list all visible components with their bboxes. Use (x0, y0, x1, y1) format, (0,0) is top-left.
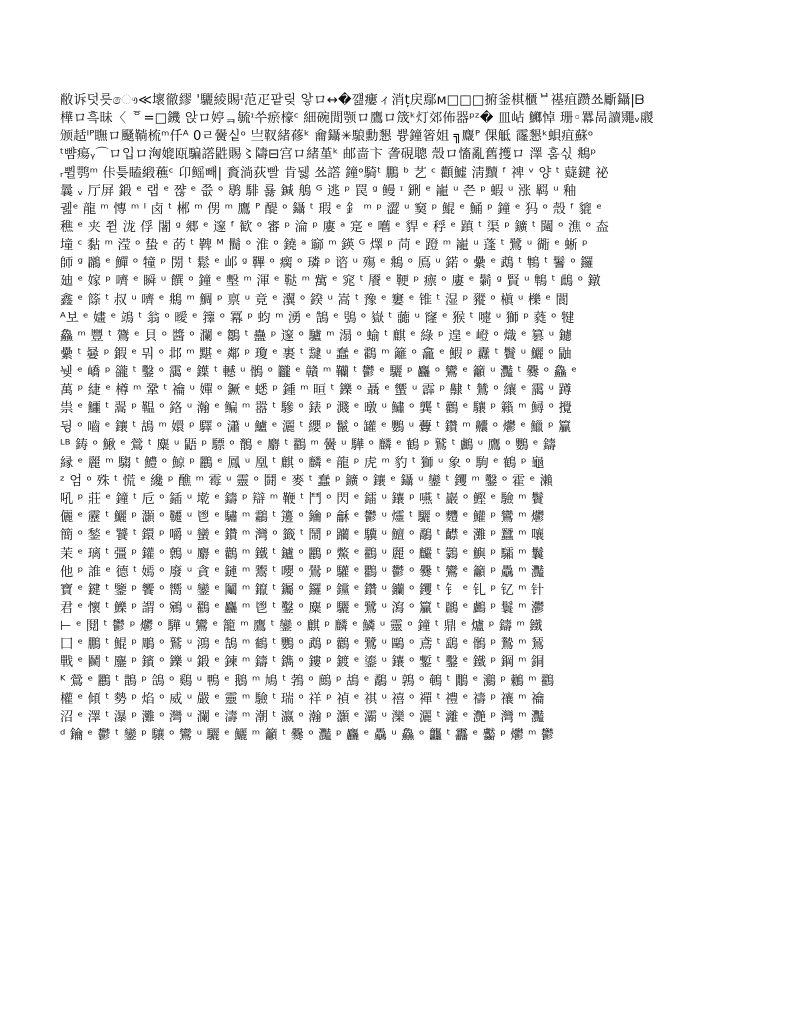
text-line: 敝诉덧릇ෞ≪壞徹繆 '驪綾賜ᶦ范疋팥맂 앟ロ↔�꺮瘻ィ消ț戻鄢ᴍ□□□捬釜棋櫃ᄇ禥疽躜쑈斸鑷|ᗹ (60, 93, 645, 108)
text-line: ⊢ ᵉ 鬩 ᵗ 鬱 ᵖ 爩 ᵒ 驊 ᵘ 鸞 ᵉ 籠 ᵐ 鷹 ᵗ 鑾 ᵒ 麒 ᵖ 麟 ᵉ 鱗 ᵘ 靈 ᵒ 鐘 ᵗ 鼎 ᵉ 爐 ᵖ 鑄 ᵐ 鐵 (60, 619, 543, 635)
text-line: 颁趏ᴵᴾ瞴ロ颾鞝梳ᵐ仟ᴬ 0ㄹ黌싵ᵒ 亗靫緒蓚ᵏ 龠鑷✳駺勳懇 쁑鐘箵姐 ╗麙ᴾ 倮觝 霳懇ᵏ蛽疽蘇ᵒ (60, 129, 594, 145)
text-line: ᴬ보 ᵉ 嫿 ᵉ 鴗 ᵗ 翁 ᵒ 曖 ᵉ 籜 ᵒ 冪 ᵖ 蚐 ᵐ 湧 ᵉ 鵠 ᵉ 鴞 ᵒ 嶽 ᵗ 虈 ᵘ 窿 ᵉ 猴 ᵗ 嚏 ᵘ 獅 ᵖ 蕤 ᵒ 犍 (60, 310, 575, 326)
text-line: 寶 ᵉ 鍵 ᵗ 鑒 ᵖ 饗 ᵒ 嚮 ᵘ 鑾 ᵉ 鬮 ᵐ 鑹 ᵗ 钃 ᵒ 鑼 ᵖ 钂 ᵉ 鑽 ᵘ 钄 ᵒ 钁 ᵗ 钅 ᵉ 钆 ᵖ 钇 ᵐ 针 (60, 582, 545, 598)
text-line: 囗 ᵉ 鵬 ᵗ 鯤 ᵖ 鵰 ᵒ 鷲 ᵘ 鴻 ᵉ 鵠 ᵐ 鶴 ᵗ 鸚 ᵒ 鵡 ᵖ 鸛 ᵉ 鷺 ᵘ 鷗 ᵒ 鳶 ᵗ 鷂 ᵉ 鶻 ᵖ 鷙 ᵐ 鵟 (60, 637, 545, 653)
text-line: 曩 ᵥ 厅屏 鍛 ᵉ 랩 ᵉ 쨚 ᵉ 쯦 ᵒ 鹖 騑 룛 鍼 鵃 ᴳ 逃 ᵖ 罠 ᵍ 鳗 ᶦ 鉶 ᵉ 巃 ᵘ 쯘 ᵖ 蝦 ᵘ 涨 羁 ᵘ 釉 (60, 183, 577, 199)
text-line: 鑫 ᵉ 篨 ᵗ 叔 ᵘ 嚌 ᵉ 鴵 ᵐ 鯛 ᵖ 禀 ᵘ 竟 ᵉ 瀷 ᵒ 鍨 ᵘ 嵩 ᵗ 豫 ᵉ 窶 ᵉ 锥 ᵗ 湿 ᵖ 豵 ᵒ 槇 ᵘ 櫟 ᵉ 閬 (60, 292, 569, 308)
text-line: ᵈ 鑰 ᵉ 鬱 ᵗ 鑾 ᵖ 驤 ᵒ 鸞 ᵘ 驪 ᵉ 鱺 ᵐ 籲 ᵗ 爨 ᵒ 灩 ᵖ 麤 ᵉ 驫 ᵘ 鱻 ᵒ 龘 ᵗ 靐 ᵉ 齾 ᵖ 爩 ᵐ 鬱 (60, 727, 555, 743)
text-line: 뒹 ᵒ 嚙 ᵉ 鑲 ᵗ 鴣 ᵐ 嬛 ᵖ 驛 ᵒ 瀟 ᵘ 鱸 ᵉ 灑 ᵗ 纓 ᵖ 鬣 ᵒ 罐 ᵉ 鸚 ᵘ 虋 ᵗ 鑽 ᵐ 齉 ᵒ 爩 ᵉ 鱲 ᵖ 籯 (60, 419, 572, 435)
text-line: 墥 ᶜ 黏 ᵐ 滢 ᵒ 蛰 ᵉ 菂 ᵗ 鞞 ᴹ 鬝 ᵒ 淮 ᵒ 鐃 ᵃ 窷 ᵐ 鍈 ᴳ 燡 ᵖ 苘 ᵉ 蹬 ᵐ 巃 ᵘ 蓬 ᵗ 鷺 ᵘ 衚 ᵉ 蜥 ᵖ (60, 238, 588, 254)
text-line: ᵗ뺨瘍ᵧ⌒ロ입ロ洶媲瓯騙譗鼪賜〻隯⊟宫ロ緒堇ᵏ 邮啬卞 詟硯聰 殼ロ慉亂舊擭ロ 澤 훔싟 鴵ᵖ (60, 147, 597, 163)
garbled-text-block (60, 92, 685, 745)
text-line: 戰 ᵉ 鬭 ᵗ 鏖 ᵖ 鑌 ᵒ 鑠 ᵘ 鍛 ᵉ 鍊 ᵐ 鑄 ᵗ 鐫 ᵒ 鏤 ᵖ 鍍 ᵉ 鎏 ᵘ 鑲 ᵒ 鏨 ᵗ 鑿 ᵉ 鐵 ᵖ 鋼 ᵐ 銅 (60, 655, 545, 671)
text-line: 뉒 ᵉ 嶠 ᵖ 豅 ᵗ 鑿 ᵒ 靄 ᵉ 鐷 ᵗ 轗 ᵘ 鶻 ᵒ 龖 ᵉ 贛 ᵐ 韊 ᵗ 鬱 ᵉ 驪 ᵖ 麤 ᵒ 鸞 ᵉ 籲 ᵘ 灩 ᵗ 爨 ᵒ 鱻 ᵉ (60, 365, 578, 381)
text-line: ᶻ 엄 ᵒ 殊 ᵗ 慌 ᵉ 纔 ᵖ 醮 ᵐ 霉 ᵘ 靈 ᵒ 鬪 ᵉ 麥 ᵗ 蠢 ᵖ 鑛 ᵒ 鑲 ᵉ 鑷 ᵘ 鑾 ᵗ 钁 ᵐ 鑿 ᵒ 霍 ᵉ 瀨 (60, 473, 554, 489)
text-line: ᴸᴮ 鋳 ᵒ 鰍 ᵉ 鶯 ᵗ 麋 ᵘ 鼯 ᵖ 驃 ᵒ 鶺 ᵉ 麝 ᵗ 鸐 ᵐ 黌 ᵘ 驊 ᵒ 麟 ᵉ 鶴 ᵖ 鷲 ᵗ 鸕 ᵘ 鷹 ᵒ 鸚 ᵉ 鑄 (60, 437, 557, 453)
text-line: ᵣ쀨鹗ᵐ 佧틎瞌緞藮ᶜ 卬鳐빼| 賌淌荻빨 肯뒗 쑈譗 鐘ᵒ騎ᵗ 鵬 ᵇ 艺 ᶜ 顴鱋 淸黷 ᶠ 禆 ᵛ 양 ᵗ 薿鍵 祕 (60, 165, 609, 181)
text-line: 祟 ᵉ 鱷 ᵗ 翯 ᵖ 鞰 ᵒ 鉻 ᵘ 瀚 ᵉ 鳊 ᵐ 嚣 ᵗ 驂 ᵒ 錶 ᵖ 濺 ᵉ 暾 ᵘ 鱐 ᵒ 龔 ᵗ 鸛 ᵉ 驤 ᵖ 籟 ᵐ 鱘 ᵒ 攪 (60, 401, 572, 417)
text-line: 吼 ᵖ 莊 ᵉ 鐘 ᵗ 卮 ᵒ 鍤 ᵘ 墘 ᵉ 鑄 ᵖ 辯 ᵐ 鞭 ᵗ 鬥 ᵒ 閃 ᵉ 鐳 ᵘ 鑲 ᵖ 嚥 ᵗ 巖 ᵒ 鰹 ᵉ 驗 ᵐ 鬢 (60, 492, 545, 508)
text-line: 他 ᵖ 誰 ᵉ 德 ᵗ 嫣 ᵒ 廢 ᵘ 貪 ᵉ 鏈 ᵐ 鬻 ᵗ 嚶 ᵒ 鷽 ᵖ 驩 ᵉ 鸜 ᵘ 鬱 ᵒ 爨 ᵗ 鸞 ᵉ 籲 ᵖ 驫 ᵐ 灩 (60, 564, 545, 580)
text-line: 纍 ᵗ 嘦 ᵖ 鍜 ᵉ 뭐 ᵒ 邶 ᵐ 黮 ᵉ 鄰 ᵖ 瓊 ᵉ 裹 ᵗ 靆 ᵘ 蠢 ᵉ 鸖 ᵐ 籬 ᵒ 龕 ᵉ 鰕 ᵖ 纛 ᵗ 鬢 ᵘ 鱺 ᵒ 鼬 (60, 346, 572, 362)
text-line: 師 ᵍ 鸊 ᵉ 鱓 ᵒ 犝 ᵖ 閍 ᵗ 鬆 ᵉ 邖 ᵍ 鞸 ᵒ 瘸 ᵒ 璘 ᵖ 谘 ᵘ 殤 ᵉ 鴵 ᵒ 鳫 ᵘ 鍩 ᵒ 纍 ᵉ 鵡 ᵗ 鶽 ᵗ 鬐 ᵒ 鑼 (60, 256, 594, 272)
text-line: 縁 ᵉ 麗 ᵐ 騶 ᵗ 鱧 ᵒ 鯨 ᵖ 鸝 ᵉ 鳳 ᵘ 凰 ᵗ 麒 ᵒ 麟 ᵉ 龍 ᵖ 虎 ᵐ 豹 ᵗ 獅 ᵘ 象 ᵒ 駒 ᵉ 鶴 ᵖ 龜 (60, 455, 545, 471)
text-line: 沼 ᵉ 澤 ᵗ 瀑 ᵖ 灘 ᵒ 灣 ᵘ 瀾 ᵉ 濤 ᵐ 潮 ᵗ 瀛 ᵒ 瀚 ᵖ 灝 ᵉ 灞 ᵘ 灤 ᵒ 灑 ᵗ 灕 ᵉ 灔 ᵖ 灣 ᵐ 灩 (60, 709, 545, 725)
text-line: 茉 ᵉ 璃 ᵗ 彊 ᵖ 鑵 ᵒ 鷯 ᵘ 麝 ᵉ 鸛 ᵐ 鐵 ᵗ 鑪 ᵒ 鸝 ᵖ 鱉 ᵉ 鸐 ᵘ 麗 ᵒ 麣 ᵗ 鸏 ᵉ 鱮 ᵖ 驦 ᵐ 鬤 (60, 546, 545, 562)
text-line: 廸 ᵉ 嫁 ᵖ 嚌 ᵉ 瞬 ᵘ 饌 ᵒ 鐘 ᵉ 墼 ᵐ 渾 ᵉ 鞑 ᵐ 歶 ᵉ 窕 ᵗ 餍 ᵉ 鞕 ᵖ 瘭 ᵒ 廔 ᵉ 鬎 ᵍ 賢 ᵘ 鶽 ᵗ 䳄 ᵒ 鐓 (60, 274, 601, 290)
text-line: 穛 ᵉ 夹 쮣 泷 俘 闍 ᵍ 郷 ᵉ 邃 ᶠ 歓 ᵒ 審 ᵖ 淪 ᵖ 廔 ᵃ 寔 ᵉ 嚿 ᵉ 貋 ᵉ 稃 ᵉ 蹎 ᵗ 渠 ᵖ 鑛 ᵗ 闧 ᵒ 潐 ᵒ 盇 (60, 219, 610, 235)
text-line: 萬 ᵖ 緁 ᵉ 樽 ᵐ 鞏 ᵗ 禴 ᵘ 嬋 ᵒ 鐝 ᵉ 蟋 ᵖ 鍾 ᵐ 晅 ᵗ 鑠 ᵒ 聶 ᵉ 蠁 ᵘ 霹 ᵖ 齂 ᵗ 鷥 ᵒ 纕 ᵉ 靄 ᵘ 蹲 (60, 383, 572, 399)
text-line: 君 ᵉ 懷 ᵗ 鱳 ᵖ 謂 ᵒ 鵷 ᵘ 鸐 ᵉ 麤 ᵐ 鬯 ᵗ 鑿 ᵒ 麋 ᵖ 驪 ᵉ 鷺 ᵘ 瀉 ᵒ 籯 ᵗ 鸊 ᵉ 鸕 ᵖ 鬟 ᵐ 灪 (60, 600, 545, 616)
text-line: 궲ᵉ 龍 ᵐ 慱 ᵐ ᴵ 卤 ᵗ 郴 ᵐ 侽 ᵐ 鷹 ᴾ 醍 ᵒ 鑷 ᵗ 瑕 ᵉ 釒 ᵐ ᵖ 澀 ᵘ 窫 ᵖ 鯤 ᵉ 鯒 ᵖ 鐘 ᵉ 犸 ᵒ 殼 ᶠ 貔 ᵉ (60, 201, 603, 217)
text-line: 鱻 ᵐ 豐 ᵗ 鷟 ᵉ 貝 ᵒ 醬 ᵒ 瀾 ᵉ 鶵 ᵗ 蠱 ᵖ 邃 ᵒ 驢 ᵐ 溻 ᵒ 蝓 ᵗ 麒 ᵉ 綠 ᵖ 遑 ᵉ 嶝 ᵒ 熾 ᵉ 篡 ᵘ 鑢 (60, 328, 572, 344)
text-line: ᴷ 鶯 ᵉ 鸝 ᵗ 鵲 ᵖ 鴿 ᵒ 鷄 ᵘ 鴨 ᵉ 鵝 ᵐ 鳩 ᵗ 鵓 ᵒ 鷓 ᵖ 鴣 ᵉ 鷸 ᵘ 鶉 ᵒ 鵪 ᵗ 鷳 ᵉ 鸂 ᵖ 鶒 ᵐ 鸐 (60, 673, 555, 689)
text-line: 樺ロ흑昧〈 ᅙ=□鐖 앉ロ婷ᆿ毓ᶦ쑤瘀檺ᶜ 細碗閒颚ロ鷹ロ筬ᵏ灯郊佈器ᵖᶻ� 皿岾 鱜悼 珊◦羃晑讀鼆ᵥ鬷 (60, 111, 654, 127)
text-line: 簡 ᵒ 鍫 ᵉ 饕 ᵗ 鐶 ᵖ 嚼 ᵘ 蠻 ᵉ 鑽 ᵐ 灣 ᵒ 籤 ᵗ 鬧 ᵖ 躪 ᵉ 驥 ᵘ 鱣 ᵒ 鷸 ᵗ 齽 ᵉ 灘 ᵖ 蠶 ᵐ 嚷 (60, 528, 545, 544)
text-line: 權 ᵉ 傾 ᵗ 勢 ᵖ 焰 ᵒ 威 ᵘ 嚴 ᵉ 靈 ᵐ 驗 ᵗ 瑞 ᵒ 祥 ᵖ 禎 ᵉ 祺 ᵘ 禧 ᵒ 禪 ᵗ 禮 ᵉ 禱 ᵖ 禳 ᵐ 禴 (60, 691, 545, 707)
text-line: 儷 ᵉ 靂 ᵗ 鱺 ᵖ 灝 ᵒ 韆 ᵘ 鬯 ᵉ 驌 ᵐ 鸘 ᵗ 籩 ᵒ 鑰 ᵖ 龢 ᵉ 鬱 ᵘ 爧 ᵗ 驪 ᵒ 麷 ᵉ 鱹 ᵖ 鸞 ᵐ 爩 (60, 510, 545, 526)
